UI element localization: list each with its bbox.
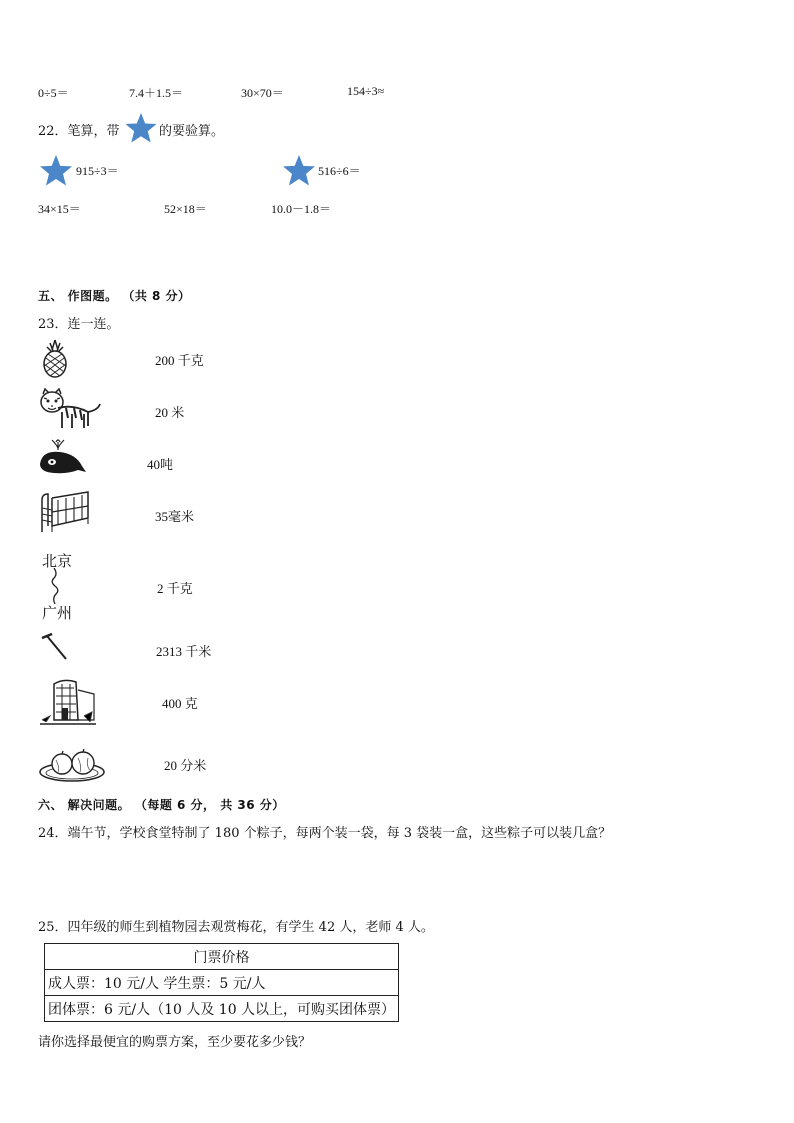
calc-item: 30×70＝	[241, 86, 284, 100]
match-label: 200 千克	[155, 353, 204, 368]
question-24: 24．端午节，学校食堂特制了 180 个粽子，每两个装一袋，每 3 袋装一盒，这些粽子可以装几盒？	[38, 826, 612, 841]
match-label: 20 米	[155, 405, 185, 420]
tiger-icon	[38, 386, 102, 432]
ticket-table-row: 成人票：10 元/人 学生票：5 元/人	[45, 970, 399, 996]
section-heading: 五、 作图题。 （共 8 分）	[38, 289, 191, 303]
section-heading: 六、 解决问题。 （每题 6 分， 共 36 分）	[38, 798, 285, 812]
ticket-table-row: 团体票：6 元/人（10 人及 10 人以上，可购买团体票）	[45, 996, 399, 1022]
whale-icon	[38, 438, 88, 476]
question-25: 25．四年级的师生到植物园去观赏梅花，有学生 42 人，老师 4 人。	[38, 920, 434, 935]
pineapple-icon	[38, 338, 72, 378]
match-label: 35毫米	[155, 509, 195, 524]
match-label: 20 分米	[164, 758, 207, 773]
calc-item: 10.0－1.8＝	[271, 202, 332, 216]
match-label: 400 克	[162, 696, 198, 711]
route-top-label: 北京	[42, 552, 73, 570]
beijing-guangzhou-route-icon	[40, 548, 90, 624]
calc-item: 0÷5＝	[38, 86, 69, 100]
match-label: 2 千克	[157, 581, 193, 596]
calc-item: 52×18＝	[164, 202, 207, 216]
match-label: 2313 千米	[156, 644, 212, 659]
question-22	[38, 120, 120, 139]
calc-item: 7.4＋1.5＝	[129, 86, 184, 100]
apples-plate-icon	[38, 746, 106, 784]
calc-item: 516÷6＝	[318, 164, 361, 178]
building-icon	[38, 676, 98, 726]
nail-icon	[40, 632, 70, 662]
question-22-prefix: 22．笔算，带	[38, 124, 120, 139]
ticket-price-table	[44, 943, 399, 1022]
question-25-prompt: 请你选择最便宜的购票方案，至少要花多少钱？	[38, 1035, 312, 1050]
question-23: 23．连一连。	[38, 317, 120, 332]
question-22-suffix: 的要验算。	[159, 124, 225, 139]
calc-item: 154÷3≈	[347, 84, 385, 98]
match-label: 40吨	[147, 457, 174, 472]
bed-icon	[38, 488, 94, 534]
calc-item: 34×15＝	[38, 202, 81, 216]
star-icon	[124, 112, 158, 144]
ticket-table-title: 门票价格	[45, 944, 399, 970]
star-icon	[38, 154, 74, 187]
star-icon	[281, 154, 317, 187]
calc-item: 915÷3＝	[76, 164, 119, 178]
route-bottom-label: 广州	[42, 604, 73, 622]
